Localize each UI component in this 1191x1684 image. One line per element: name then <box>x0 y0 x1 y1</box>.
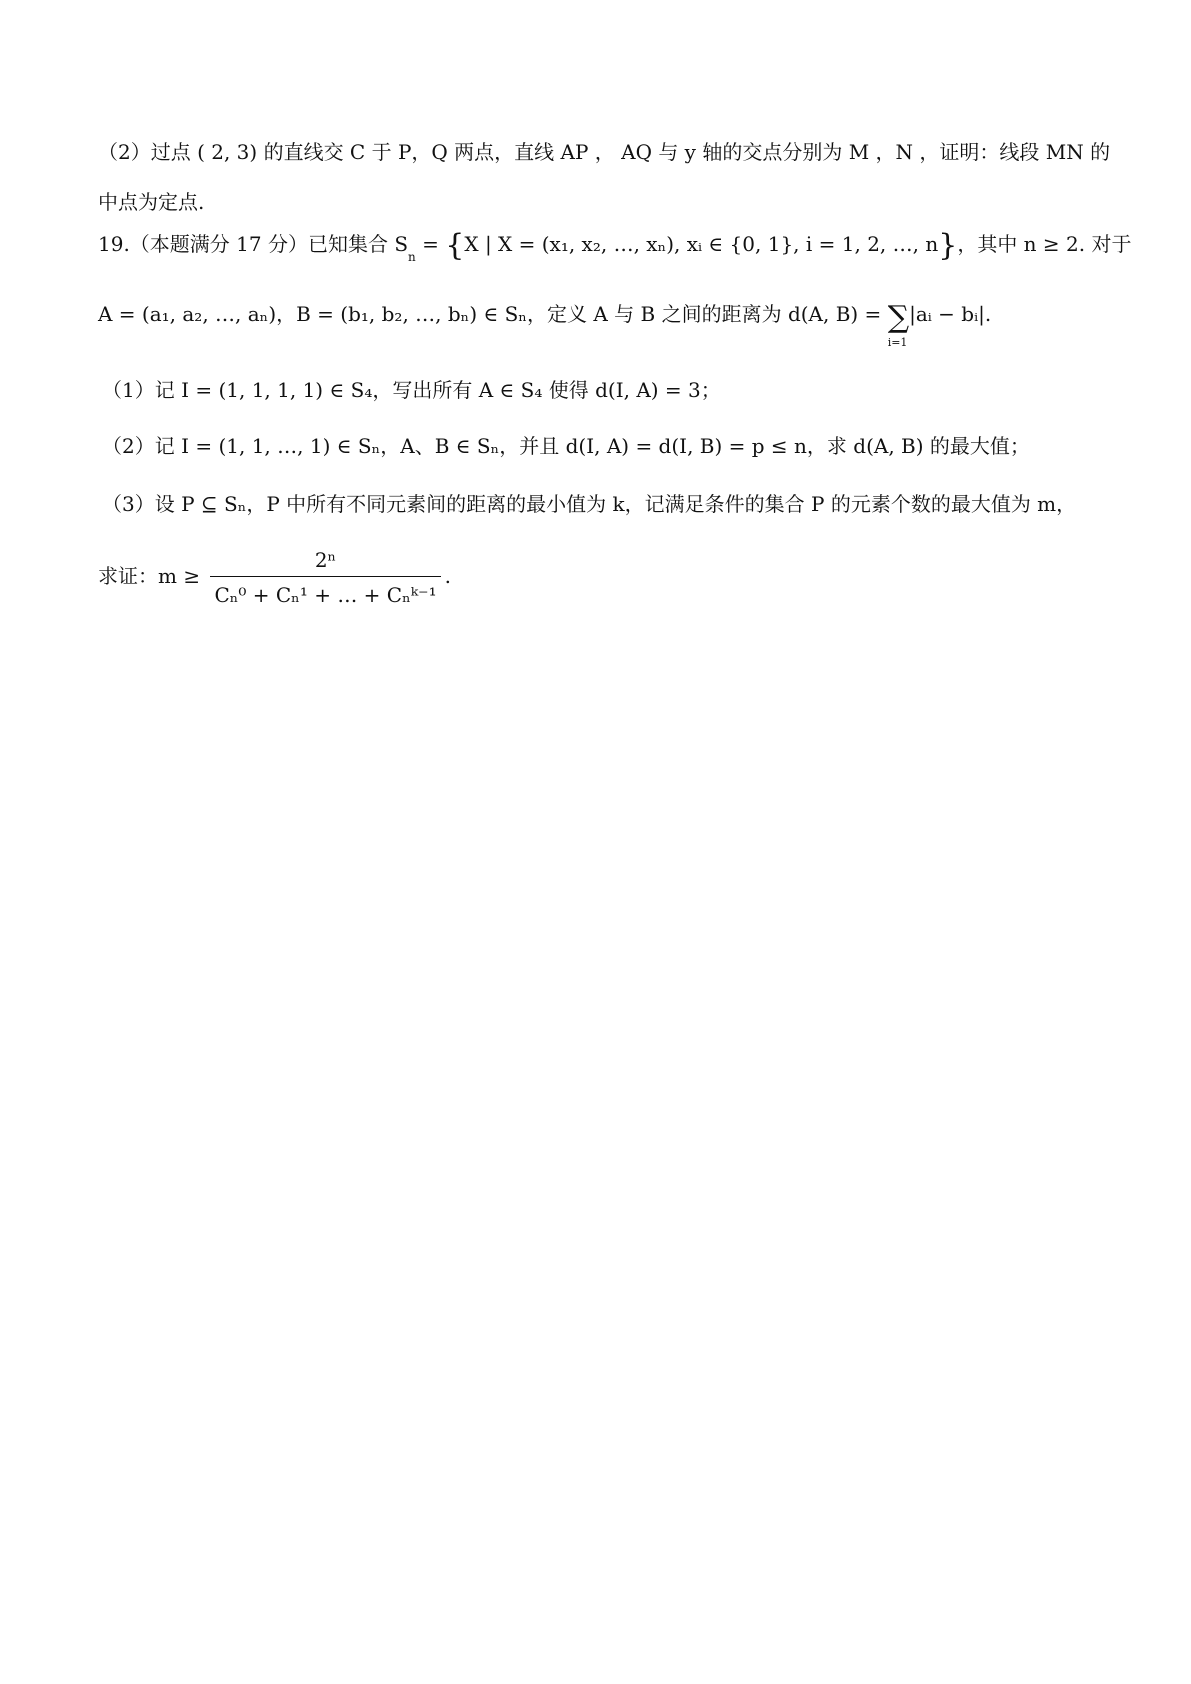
sum-symbol: ∑ i=1 <box>887 300 910 349</box>
q19-part1: （1）记 I = (1, 1, 1, 1) ∈ S₄，写出所有 A ∈ S₄ 使得 d(I, A) = 3； <box>102 378 721 402</box>
q19-part2: （2）记 I = (1, 1, …, 1) ∈ Sₙ，A、B ∈ Sₙ，并且 d(I, A) = d(I, B) = p ≤ n，求 d(A, B) 的最大值； <box>102 434 1030 458</box>
q19-condition: ，其中 n ≥ 2. 对于 <box>957 232 1132 256</box>
proof-suffix: . <box>444 564 451 588</box>
proof-prefix: 求证：m ≥ <box>98 564 207 588</box>
fraction-numerator: 2ⁿ <box>210 548 440 577</box>
q19-proof-line <box>98 548 1111 607</box>
sum-body: |aᵢ − bᵢ|. <box>909 302 992 326</box>
q18-part2-line2 <box>98 190 1111 214</box>
fraction <box>210 548 440 607</box>
sum-lower-limit: i=1 <box>887 336 908 349</box>
q19-part2-line <box>102 434 1111 458</box>
q18-part2-tail: 中点为定点. <box>98 190 205 214</box>
set-expression: X | X = (x₁, x₂, …, xₙ), xᵢ ∈ {0, 1}, i = 1, 2, …, n <box>464 232 939 256</box>
q19-intro: 19.（本题满分 17 分）已知集合 <box>98 232 395 256</box>
right-brace: } <box>938 228 958 263</box>
q19-part1-line <box>102 378 1111 402</box>
q18-part2-text: （2）过点 ( 2, 3) 的直线交 C 于 P，Q 两点，直线 AP ， AQ 与 y 轴的交点分别为 M ，N ，证明：线段 MN 的 <box>98 140 1111 164</box>
q19-part3-line <box>102 492 1111 516</box>
fraction-denominator: Cₙ⁰ + Cₙ¹ + … + Cₙᵏ⁻¹ <box>214 583 437 607</box>
distance-definition: A = (a₁, a₂, …, aₙ)，B = (b₁, b₂, …, bₙ) ∈ Sₙ，定义 A 与 B 之间的距离为 d(A, B) = <box>98 302 888 326</box>
q19-distance-def-line <box>98 300 1111 349</box>
left-brace: { <box>445 228 465 263</box>
q19-part3: （3）设 P ⊆ Sₙ，P 中所有不同元素间的距离的最小值为 k，记满足条件的集合 P 的元素个数的最大值为 m， <box>102 492 1077 516</box>
set-symbol: $S_n$ = <box>394 232 446 264</box>
q19-intro-line <box>98 228 1132 264</box>
q18-part2-line1 <box>98 140 1111 164</box>
